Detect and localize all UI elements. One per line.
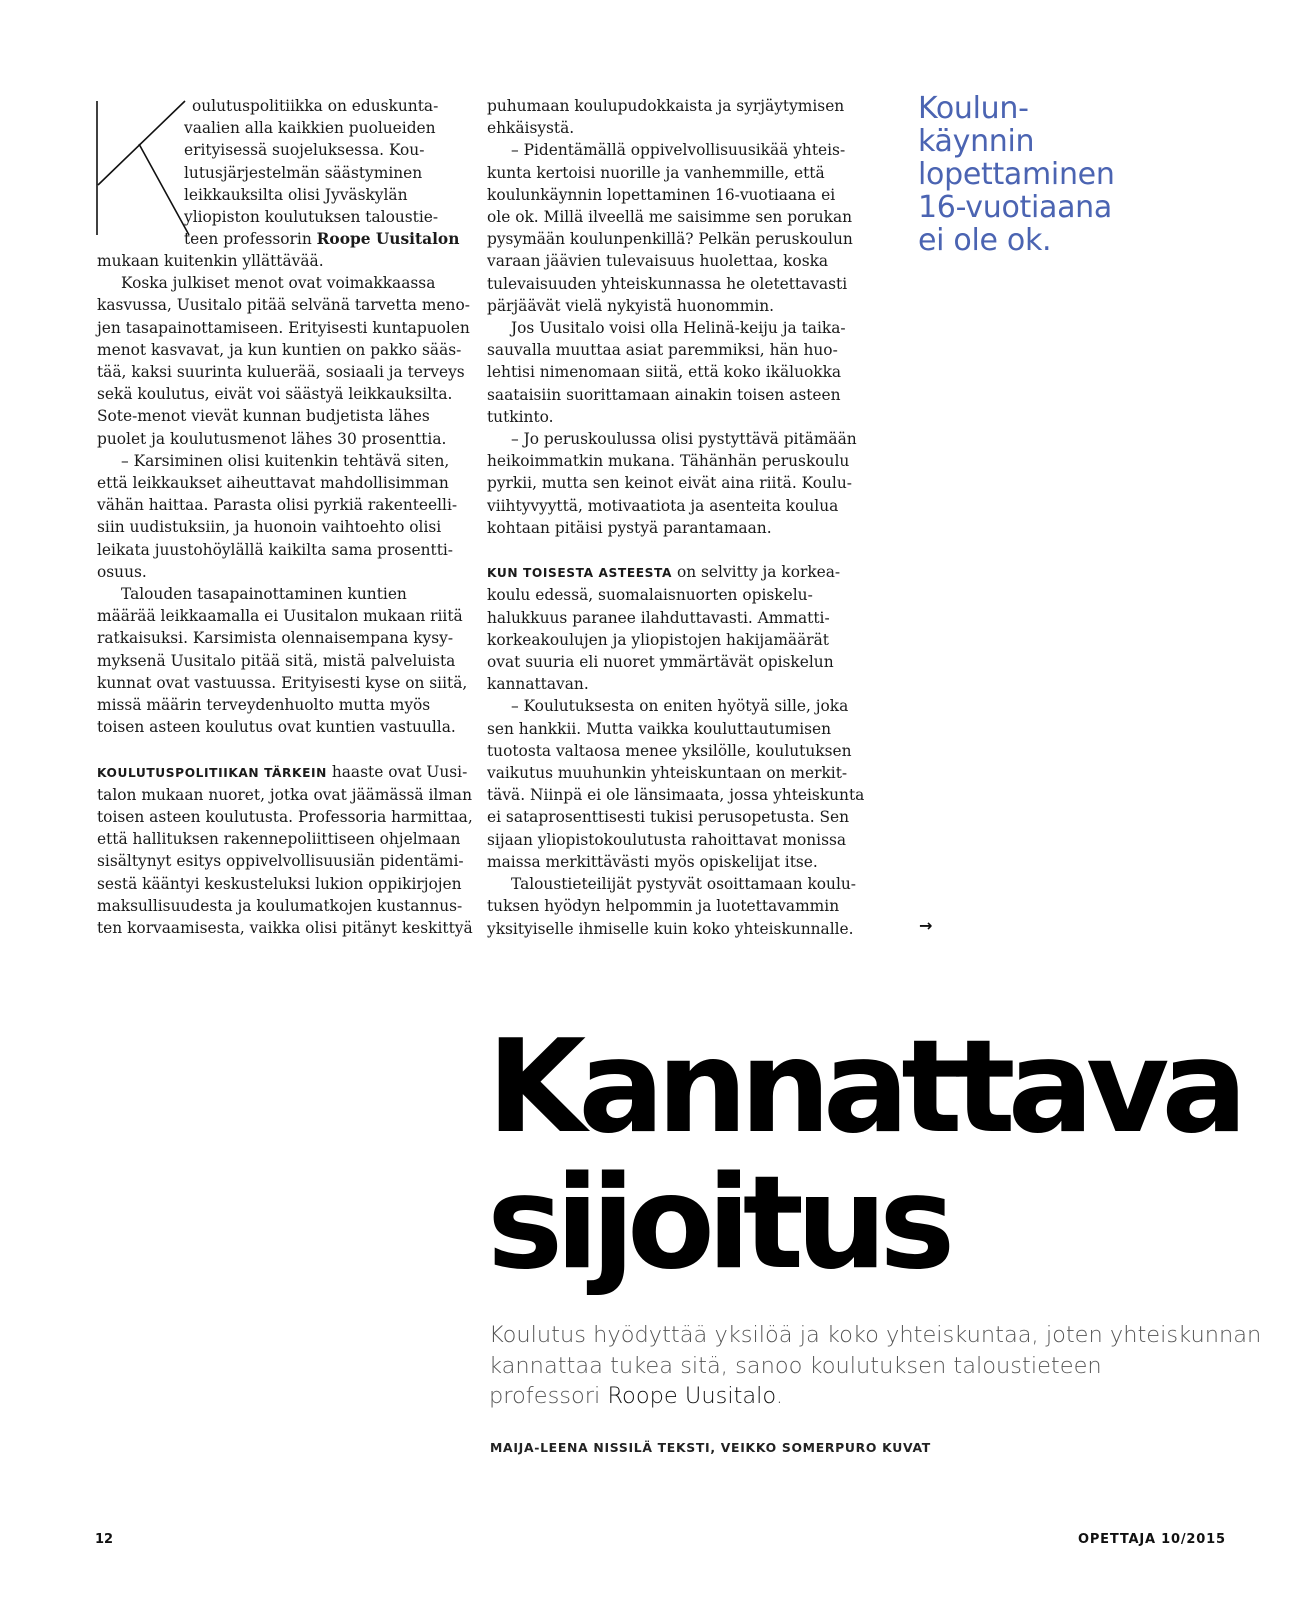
headline-line: Kannattava [487,1013,1240,1162]
subheading: KOULUTUSPOLITIIKAN TÄRKEIN [97,765,327,780]
byline: MAIJA-LEENA NISSILÄ TEKSTI, VEIKKO SOMERPURO KUVAT [490,1440,931,1455]
person-name: Roope Uusitalon [316,230,460,249]
paragraph-c2-5: KUN TOISESTA ASTEESTA on selvitty ja korkea- koulu edessä, suomalaisnuorten opiskelu- halukkuus paranee ilahduttavasti. Ammatti- korkeakoulujen ja yliopistojen hakijamäärät ovat suuria eli nuoret ymmärtävät opiskelun kannattavan. [487,563,841,694]
intro-line: leikkauksilta olisi Jyväskylän [184,185,408,204]
paragraph-3: – Karsiminen olisi kuitenkin tehtävä siten, että leikkaukset aiheuttavat mahdollisimman vähän haittaa. Parasta olisi pyrkiä rakenteelli- siin uudistuksiin, ja huonoin vaihtoehto olisi leikata juustohöylällä kaikilta sama prosentti- osuus. [97,451,458,581]
intro-line: vaalien alla kaikkien puolueiden [184,119,436,138]
paragraph-c2-2: – Pidentämällä oppivelvollisuusikää yhteis- kunta kertoisi nuorille ja vanhemmille, että koulunkäynnin lopettaminen 16-vuotiaana ei ole ok. Millä ilveellä me saisimme sen porukan pysymään koulunpenkillä? Pelkän peruskoulun varaan jäävien tulevaisuus huolettaa, koska tulevaisuuden yhteiskunnassa he oletettavasti pärjäävät vielä nykyistä huonommin. [487,141,853,315]
intro-lines [184,95,460,250]
subheading: KUN TOISESTA ASTEESTA [487,566,673,581]
person-name: Roope Uusitalo [607,1383,776,1409]
paragraph-5: KOULUTUSPOLITIIKAN TÄRKEIN haaste ovat Uusi- talon mukaan nuoret, jotka ovat jäämässä ilman toisen asteen koulutusta. Professoria harmittaa, että hallituksen rakennepoliittiseen ohjelmaan sisältynyt esitys oppivelvollisuusiän pidentämi- sestä kääntyi keskusteluksi lukion oppikirjojen maksullisuudesta ja koulumatkojen kustannus- ten korvaamisesta, vaikka olisi pitänyt keskittyä [97,762,473,938]
intro-line: lutusjärjestelmän säästyminen [184,163,423,182]
paragraph-c2-1: puhumaan koulupudokkaista ja syrjäytymisen ehkäisystä. [487,97,845,138]
headline [487,1013,1287,1298]
paragraph-c2-4: – Jo peruskoulussa olisi pystyttävä pitämään heikoimmatkin mukana. Tähänhän peruskoulu pyrkii, mutta sen keinot eivät aina riitä. Koulu- viihtyvyyttä, motivaatiota ja asenteita koulua kohtaan pitäisi pystyä parantamaan. [487,430,857,537]
intro-line: yliopiston koulutuksen taloustie- [184,208,439,227]
drop-cap [95,85,195,239]
intro-last-line: mukaan kuitenkin yllättävää. [97,252,324,270]
paragraph-c2-7: Taloustieteilijät pystyvät osoittamaan koulu- tuksen hyödyn helpommin ja luotettavammin yksityiselle ihmiselle kuin koko yhteiskunnalle. [487,875,857,938]
pull-quote: Koulun- käynnin lopettaminen 16-vuotiaana ei ole ok. [918,91,1115,258]
paragraph-4: Talouden tasapainottaminen kuntien määrää leikkaamalla ei Uusitalon mukaan riitä ratkaisuksi. Karsimista olennaisempana kysy- myksenä Uusitalo pitää sitä, mistä palveluista kunnat ovat vastuussa. Erityisesti kyse on siitä, missä määrin terveydenhuolto mutta myös toisen asteen koulutus ovat kuntien vastuulla. [97,585,468,737]
continue-arrow-icon: → [919,916,933,935]
lead-paragraph: Koulutus hyödyttää yksilöä ja koko yhteiskuntaa, joten yhteiskunnan kannattaa tukea sitä, sanoo koulutuksen taloustieteen professori Roope Uusitalo. [489,1322,1262,1409]
intro-line: teen professorin Roope Uusitalon [184,230,460,249]
intro-line: oulutuspolitiikka on eduskunta- [192,97,439,115]
page-number: 12 [95,1532,114,1547]
article-column-2 [487,95,865,940]
intro-paragraph [95,85,469,250]
headline-line: sijoitus [487,1149,948,1298]
article-column-1 [95,85,473,939]
paragraph-2: Koska julkiset menot ovat voimakkaassa kasvussa, Uusitalo pitää selvänä tarvetta meno- jen tasapainottamiseen. Erityisesti kuntapuolen menot kasvavat, ja kun kuntien on pakko sääs- tää, kaksi suurinta kuluerää, sosiaali ja terveys sekä koulutus, eivät voi säästyä leikkauksilta. Sote-menot vievät kunnan budjetista lähes puolet ja koulutusmenot lähes 30 prosenttia. [97,274,470,448]
magazine-issue: OPETTAJA 10/2015 [1078,1532,1226,1547]
paragraph-c2-6: – Koulutuksesta on eniten hyötyä sille, joka sen hankkii. Mutta vaikka kouluttautumisen tuotosta valtaosa menee yksilölle, koulutuksen vaikutus muuhunkin yhteiskuntaan on merkit- tävä. Niinpä ei ole länsimaata, jossa yhteiskunta ei sataprosenttisesti tukisi perusopetusta. Sen sijaan yliopistokoulutusta rahoittavat monissa maissa merkittävästi myös opiskelijat itse. [487,697,865,871]
intro-line: erityisessä suojeluksessa. Kou- [184,141,425,160]
drop-cap-letter: K [95,85,107,103]
paragraph-c2-3: Jos Uusitalo voisi olla Helinä-keiju ja taika- sauvalla muuttaa asiat paremmiksi, hän huo- lehtisi nimenomaan siitä, että koko ikäluokka saataisiin suorittamaan ainakin toisen asteen tutkinto. [487,319,846,426]
